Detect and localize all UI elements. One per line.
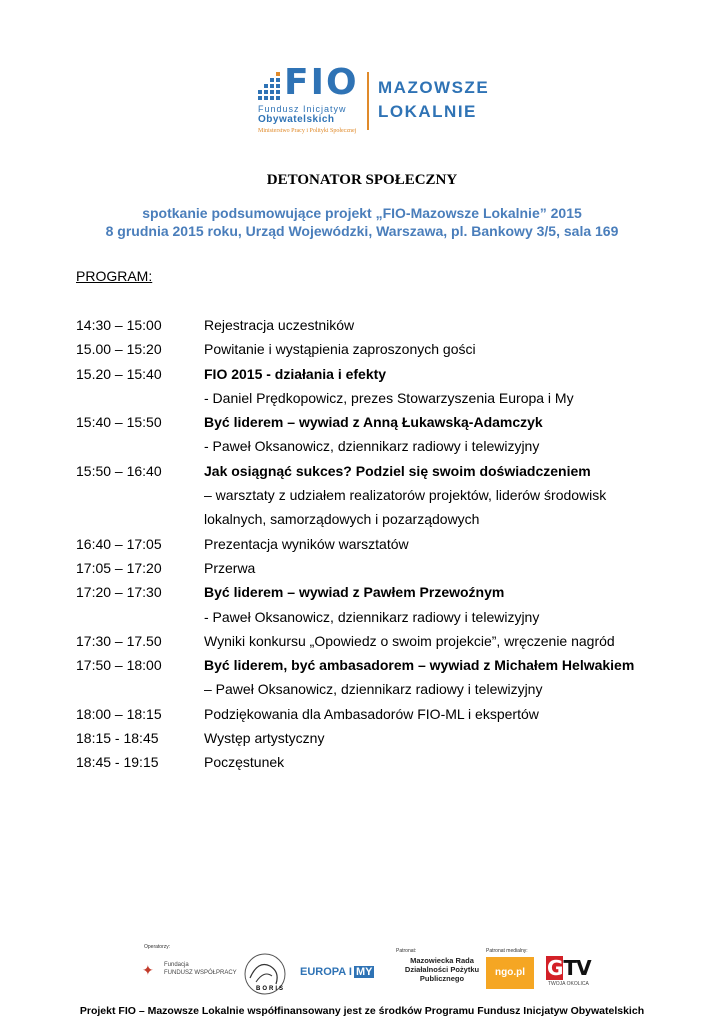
europa-text: EUROPA I bbox=[300, 966, 352, 978]
schedule-time: 17:05 – 17:20 bbox=[76, 559, 162, 576]
sponsors-footer bbox=[84, 932, 662, 1002]
mazowiecka-rada-text: Mazowiecka Rada Działalności Pożytku Publicznego bbox=[404, 956, 480, 983]
subtitle-event: spotkanie podsumowujące projekt „FIO-Mazowsze Lokalnie” 2015 bbox=[142, 205, 582, 221]
schedule-list bbox=[76, 313, 676, 775]
schedule-row bbox=[76, 726, 676, 750]
schedule-row bbox=[76, 313, 676, 337]
logo-line-3: Ministerstwo Pracy i Polityki Społecznej bbox=[258, 128, 357, 134]
gtv-g: G bbox=[547, 956, 563, 980]
fundacja-line-1: Fundacja bbox=[164, 962, 189, 968]
schedule-time: 17:50 – 18:00 bbox=[76, 657, 162, 674]
schedule-row bbox=[76, 750, 676, 774]
schedule-row bbox=[76, 629, 676, 653]
boris-text: BORIS bbox=[256, 986, 286, 992]
schedule-row bbox=[76, 434, 676, 458]
schedule-item-text: Wyniki konkursu „Opowiedz o swoim projekcie”, wręczenie nagród bbox=[204, 632, 615, 649]
schedule-time: 16:40 – 17:05 bbox=[76, 535, 162, 552]
schedule-item-text: Jak osiągnąć sukces? Podziel się swoim doświadczeniem bbox=[204, 462, 591, 479]
schedule-row bbox=[76, 532, 676, 556]
gtv-tv: TV bbox=[563, 956, 591, 980]
schedule-time: 18:45 - 19:15 bbox=[76, 754, 159, 771]
schedule-row bbox=[76, 483, 676, 507]
subtitle-date-place: 8 grudnia 2015 roku, Urząd Wojewódzki, Warszawa, pl. Bankowy 3/5, sala 169 bbox=[105, 223, 619, 239]
footer-funding-note: Projekt FIO – Mazowsze Lokalnie współfinansowany jest ze środków Programu Fundusz Inicjatyw Obywatelskich bbox=[79, 1005, 645, 1017]
logo-line-1: Fundusz Inicjatyw bbox=[258, 104, 347, 114]
schedule-row bbox=[76, 459, 676, 483]
schedule-row bbox=[76, 386, 676, 410]
boris-logo bbox=[236, 948, 294, 1000]
logo-line-2: Obywatelskich bbox=[258, 114, 335, 125]
fio-mazowsze-logo bbox=[254, 62, 494, 138]
ngo-pl-logo: ngo.pl bbox=[486, 957, 534, 989]
gtv-logo bbox=[546, 956, 604, 990]
gtv-tagline: TWOJA OKOLICA bbox=[548, 981, 589, 987]
schedule-item-text: Być liderem – wywiad z Anną Łukawską-Adamczyk bbox=[204, 414, 543, 431]
schedule-item-text: lokalnych, samorządowych i pozarządowych bbox=[204, 511, 480, 528]
schedule-row bbox=[76, 677, 676, 701]
schedule-time: 17:30 – 17.50 bbox=[76, 632, 162, 649]
schedule-item-text: Być liderem – wywiad z Pawłem Przewoźnym bbox=[204, 584, 505, 601]
fundacja-line-2: FUNDUSZ WSPÓŁPRACY bbox=[164, 970, 237, 976]
operators-label: Operatorzy: bbox=[144, 944, 171, 950]
schedule-item-text: Być liderem, być ambasadorem – wywiad z Michałem Helwakiem bbox=[204, 657, 635, 674]
fundacja-logo bbox=[142, 960, 237, 982]
fundacja-mark-icon: ✦ bbox=[142, 962, 154, 978]
schedule-item-text: Powitanie i wystąpienia zaproszonych gości bbox=[204, 341, 476, 358]
schedule-row bbox=[76, 653, 676, 677]
patronat-label: Patronat: bbox=[396, 948, 417, 954]
schedule-time: 15.00 – 15:20 bbox=[76, 341, 162, 358]
dots-graphic-icon bbox=[254, 72, 282, 100]
gtv-letters bbox=[546, 956, 591, 980]
schedule-item-text: Podziękowania dla Ambasadorów FIO-ML i ekspertów bbox=[204, 705, 539, 722]
europa-i-my-logo bbox=[300, 966, 374, 978]
logo-right-line-2: LOKALNIE bbox=[378, 102, 477, 121]
schedule-item-text: FIO 2015 - działania i efekty bbox=[204, 365, 387, 382]
europa-my-text: MY bbox=[355, 966, 373, 978]
logo-right-line-1: MAZOWSZE bbox=[378, 78, 490, 97]
logo-mazowsze-lokalnie bbox=[378, 76, 489, 124]
schedule-item-text: – Paweł Oksanowicz, dziennikarz radiowy i telewizyjny bbox=[204, 681, 543, 698]
schedule-item-text: – warsztaty z udziałem realizatorów projektów, liderów środowisk bbox=[204, 487, 607, 504]
schedule-row bbox=[76, 556, 676, 580]
schedule-row bbox=[76, 605, 676, 629]
patronat-medialny-label: Patronat medialny: bbox=[486, 948, 528, 954]
schedule-item-text: - Paweł Oksanowicz, dziennikarz radiowy i telewizyjny bbox=[204, 438, 540, 455]
schedule-item-text: Poczęstunek bbox=[204, 754, 285, 771]
schedule-item-text: - Paweł Oksanowicz, dziennikarz radiowy i telewizyjny bbox=[204, 608, 540, 625]
logo-fio-text: FIO bbox=[284, 62, 359, 103]
boris-circle-icon bbox=[236, 948, 294, 1000]
schedule-row bbox=[76, 337, 676, 361]
schedule-time: 18:00 – 18:15 bbox=[76, 705, 162, 722]
schedule-time: 15.20 – 15:40 bbox=[76, 365, 162, 382]
schedule-time: 15:40 – 15:50 bbox=[76, 414, 162, 431]
schedule-row bbox=[76, 702, 676, 726]
schedule-item-text: - Daniel Prędkopowicz, prezes Stowarzyszenia Europa i My bbox=[204, 389, 574, 406]
schedule-row bbox=[76, 507, 676, 531]
schedule-time: 15:50 – 16:40 bbox=[76, 462, 162, 479]
schedule-item-text: Przerwa bbox=[204, 559, 256, 576]
schedule-item-text: Występ artystyczny bbox=[204, 730, 325, 747]
page-title: DETONATOR SPOŁECZNY bbox=[266, 172, 458, 188]
schedule-item-text: Prezentacja wyników warsztatów bbox=[204, 535, 409, 552]
logo-divider bbox=[367, 72, 369, 130]
schedule-row bbox=[76, 410, 676, 434]
program-heading: PROGRAM: bbox=[76, 268, 153, 284]
schedule-time: 17:20 – 17:30 bbox=[76, 584, 162, 601]
schedule-time: 14:30 – 15:00 bbox=[76, 317, 162, 333]
schedule-item-text: Rejestracja uczestników bbox=[204, 317, 355, 333]
schedule-row bbox=[76, 580, 676, 604]
schedule-time: 18:15 - 18:45 bbox=[76, 730, 159, 747]
schedule-row bbox=[76, 362, 676, 386]
